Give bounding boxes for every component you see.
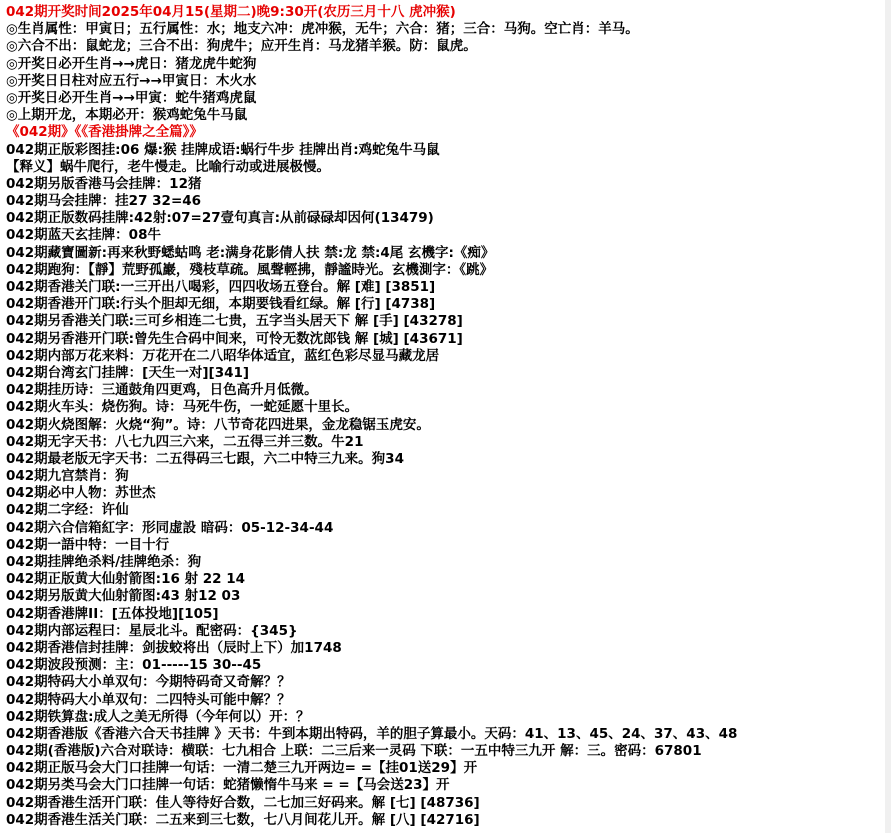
info-line: 042期波段预测：主：01-----15 30--45 [6, 657, 262, 674]
info-line: 042期香港开门联:行头个胆却无细，本期要钱看红绿。解 [行] [4738] [6, 296, 436, 313]
info-line: 042期特码大小单双句：今期特码奇又奇解？？ [6, 674, 291, 691]
info-line: 042期(香港版)六合对联诗：横联：七九相合 上联：二三后来一灵码 下联：一五中特三九开 解：三。密码：67801 [6, 743, 702, 760]
info-line: 042期一語中特：一目十行 [6, 536, 170, 553]
info-line: 042期香港版《香港六合天书挂牌 》天书：牛到本期出特码，羊的胆子算最小。天码：41、13、45、24、37、43、48 [6, 725, 738, 742]
info-line: ◎开奖日必开生肖→→虎日：猪龙虎牛蛇狗 [6, 55, 257, 72]
info-line: 042期正版彩图挂:06 爆:猴 挂牌成语:蜗行牛步 挂牌出肖:鸡蛇兔牛马鼠 [6, 141, 440, 158]
info-line: 042期六合信箱紅字：形同虚設 暗码：05-12-34-44 [6, 519, 334, 536]
info-line: 042期正版数码挂牌:42射:07=27壹句真言:从前碌碌却因何(13479) [6, 210, 434, 227]
info-line: 042期香港关门联:一三开出八喝彩，四四收场五登台。解 [难] [3851] [6, 279, 436, 295]
info-line: 042期挂牌绝杀料/挂牌绝杀：狗 [6, 554, 202, 570]
info-line: ◎生肖属性：甲寅日；五行属性：水；地支六冲：虎冲猴，无牛；六合：猪；三合：马狗。空亡肖：羊马。 [6, 21, 639, 38]
info-line: 042期香港生活关门联：二五来到三七数，七八月间花儿开。解 [八] [42716] [6, 811, 480, 828]
info-line: 042期藏寶圖新:再来秋野蟋蛄鸣 老:满身花影倩人扶 禁:龙 禁:4尾 玄機字:《痴》 [6, 244, 495, 261]
info-line: 042期香港生活开门联：佳人等待好合数，二七加三好码来。解 [七] [48736] [6, 794, 480, 811]
info-line: 042期蓝天玄挂牌：08牛 [6, 227, 161, 244]
info-line: 042期正版黄大仙射箭图:16 射 22 14 [6, 571, 246, 588]
draw-time-header: 042期开奖时间2025年04月15(星期二)晚9:30开(农历三月十八 虎冲猴) [6, 4, 456, 20]
info-line: 042期马会挂牌：挂27 32=46 [6, 193, 202, 210]
section-header: 《042期》《《香港掛牌之全篇》》 [6, 124, 203, 141]
info-line: 042期另类马会大门口挂牌一句话：蛇猪懒惰牛马来 = =【马会送23】开 [6, 777, 450, 794]
info-line: 042期二字经：许仙 [6, 502, 129, 519]
info-line: 042期九宫禁肖：狗 [6, 468, 129, 485]
info-line: 042期另香港开门联:曾先生合码中间来，可怜无数沈郎钱 解 [城] [43671] [6, 330, 463, 347]
info-line: ◎上期开龙，本期必开：猴鸡蛇兔牛马鼠 [6, 107, 248, 124]
info-line: 042期无字天书：八七九四三六来，二五得三并三数。牛21 [6, 433, 364, 450]
info-line: 042期内部万花来料：万花开在二八昭华体适宜，蓝红色彩尽显马藏龙居 [6, 347, 440, 364]
info-line: 042期必中人物：苏世杰 [6, 485, 156, 502]
info-line: 042期挂历诗：三通鼓角四更鸡，日色高升月低微。 [6, 382, 318, 399]
info-line: ◎六合不出：鼠蛇龙；三合不出：狗虎牛；应开生肖：马龙猪羊猴。防：鼠虎。 [6, 38, 477, 55]
info-line: 042期另版香港马会挂牌：12猪 [6, 175, 202, 192]
info-line: 042期铁算盘:成人之美无所得（今年何以）开：？ [6, 708, 310, 725]
info-line: 042期香港牌II：[五体投地][105] [6, 605, 219, 622]
info-line: ◎开奖日日柱对应五行→→甲寅日：木火水 [6, 72, 257, 89]
info-line: 042期另香港关门联:三可乡相连二七贵，五字当头居天下 解 [手] [43278] [6, 313, 463, 330]
info-line: 042期火车头：烧伤狗。诗：马死牛伤，一蛇延愿十里长。 [6, 399, 359, 416]
info-line: 042期香港信封挂牌：剑拔蛟将出（辰时上下）加1748 [6, 639, 342, 656]
info-line: 【释义】蜗牛爬行，老牛慢走。比喻行动或进展极慢。 [6, 158, 330, 175]
info-line: 042期正版马会大门口挂牌一句话：一清二楚三九开两边= =【挂01送29】开 [6, 760, 478, 777]
info-line: 042期最老版无字天书：二五得码三七跟，六二中特三九来。狗34 [6, 450, 404, 467]
info-line: 042期台湾玄门挂牌：[天生一对][341] [6, 364, 250, 381]
info-line: 042期跑狗：【靜】荒野孤巖，殘枝草疏。風聲輕拂，靜謐時光。玄機測字：《跳》 [6, 261, 494, 278]
info-line: 042期另版黄大仙射箭图:43 射12 03 [6, 588, 241, 605]
info-line: 042期火烧图解：火烧“狗”。诗：八节奇花四进果，金龙稳锯玉虎安。 [6, 416, 430, 433]
info-line: 042期特码大小单双句：二四特头可能中解？？ [6, 691, 291, 708]
info-line: 042期内部运程曰：星辰北斗。配密码：{345} [6, 622, 298, 639]
info-line: ◎开奖日必开生肖→→甲寅：蛇牛猪鸡虎鼠 [6, 89, 257, 106]
